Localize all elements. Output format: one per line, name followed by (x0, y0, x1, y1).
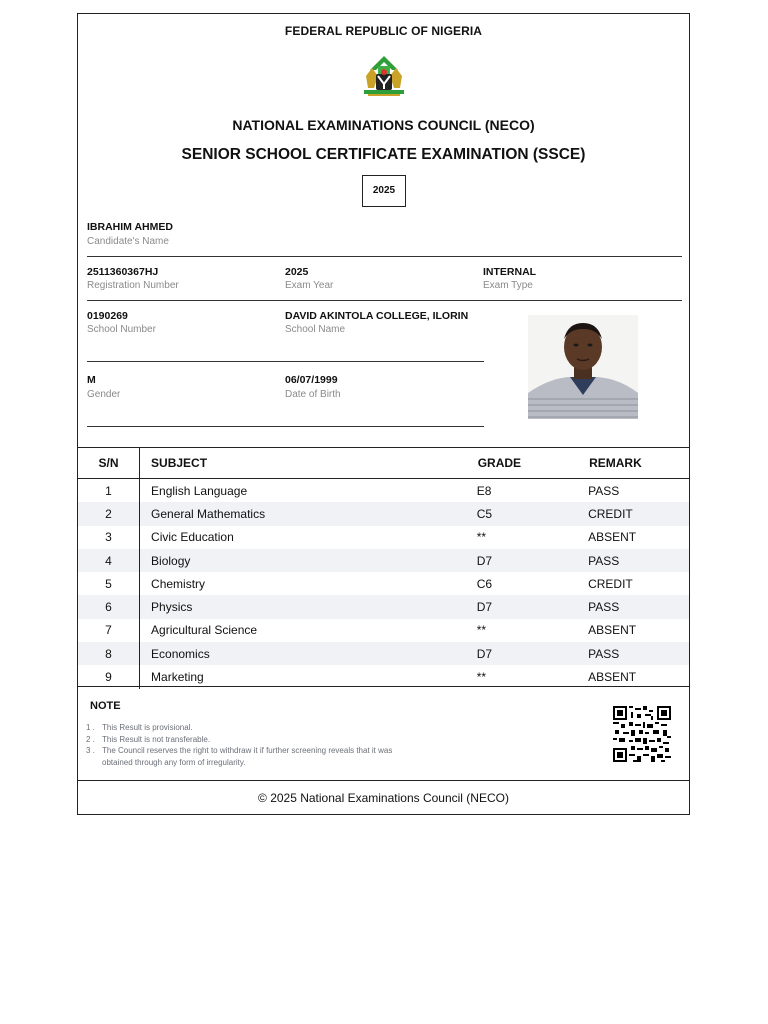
row-sn: 2 (78, 502, 140, 525)
copyright-footer: © 2025 National Examinations Council (NECO) (258, 791, 509, 805)
divider (87, 426, 484, 427)
col-header-subject: SUBJECT (140, 448, 477, 479)
footer-divider (78, 780, 689, 781)
row-sn: 7 (78, 619, 140, 642)
note-text: The Council reserves the right to withdraw it if further screening reveals that it was obtained through any form of irregularity. (102, 746, 393, 767)
council-name: NATIONAL EXAMINATIONS COUNCIL (NECO) (232, 117, 535, 133)
row-subject: Agricultural Science (151, 623, 258, 638)
note-list (86, 722, 402, 768)
note-number: 3 . (86, 746, 95, 755)
row-remark: ABSENT (588, 530, 637, 545)
note-item (86, 722, 402, 734)
result-sheet (77, 13, 690, 815)
row-subject: Biology (140, 549, 477, 572)
note-item (86, 745, 402, 768)
exam-year-label: Exam Year (285, 280, 334, 291)
divider (87, 361, 484, 362)
row-sn: 9 (78, 665, 140, 688)
row-sn: 8 (78, 642, 140, 665)
table-row (78, 595, 689, 618)
results-table (78, 447, 689, 689)
table-row (78, 479, 689, 503)
row-subject: General Mathematics (140, 502, 477, 525)
row-remark: CREDIT (588, 576, 633, 591)
divider (87, 300, 682, 301)
note-text: This Result is not transferable. (102, 734, 211, 744)
exam-year: 2025 (285, 266, 309, 278)
candidate-name: IBRAHIM AHMED (87, 221, 173, 233)
row-grade: C6 (476, 576, 493, 591)
divider (87, 256, 682, 257)
table-row (78, 619, 689, 642)
row-sn: 3 (78, 526, 140, 549)
country-title: FEDERAL REPUBLIC OF NIGERIA (284, 24, 483, 38)
row-grade: C5 (477, 502, 588, 525)
qr-code-icon (613, 706, 671, 762)
school-name-label: School Name (285, 324, 346, 335)
note-divider (78, 686, 689, 687)
col-header-remark: REMARK (588, 448, 689, 479)
year-box: 2025 (362, 175, 406, 207)
table-header-row (78, 448, 689, 479)
school-number: 0190269 (87, 310, 128, 322)
date-of-birth-label: Date of Birth (285, 389, 341, 400)
row-sn: 4 (78, 549, 140, 572)
school-name: DAVID AKINTOLA COLLEGE, ILORIN (285, 310, 469, 322)
row-grade: ** (476, 623, 487, 638)
gender-label: Gender (87, 389, 121, 400)
row-subject: Civic Education (151, 530, 234, 545)
school-number-label: School Number (87, 324, 156, 335)
row-grade: ** (476, 530, 487, 545)
table-row (78, 549, 689, 572)
row-remark: PASS (588, 483, 620, 498)
note-number: 1 . (86, 723, 95, 732)
exam-type: INTERNAL (483, 266, 537, 278)
row-subject: Economics (140, 642, 477, 665)
coat-of-arms-icon (358, 54, 410, 98)
row-remark: PASS (588, 642, 689, 665)
registration-number-label: Registration Number (87, 280, 179, 291)
row-remark: ABSENT (588, 623, 637, 638)
col-header-sn: S/N (78, 448, 140, 479)
table-row (78, 502, 689, 525)
col-header-grade: GRADE (477, 448, 588, 479)
row-grade: D7 (477, 549, 588, 572)
row-subject: Physics (140, 595, 477, 618)
row-sn: 5 (78, 572, 140, 595)
row-subject: Marketing (151, 670, 204, 685)
registration-number: 2511360367HJ (87, 266, 159, 278)
candidate-photo (528, 315, 638, 419)
table-row (78, 642, 689, 665)
row-sn: 1 (78, 479, 140, 503)
row-sn: 6 (78, 595, 140, 618)
candidate-name-label: Candidate's Name (87, 236, 169, 247)
row-subject: English Language (151, 483, 248, 498)
date-of-birth: 06/07/1999 (285, 374, 338, 386)
note-number: 2 . (86, 734, 95, 744)
row-grade: D7 (477, 642, 588, 665)
note-text: This Result is provisional. (102, 723, 193, 732)
row-grade: ** (476, 670, 487, 685)
gender: M (87, 374, 96, 386)
row-remark: PASS (588, 549, 689, 572)
note-item (86, 734, 402, 746)
exam-type-label: Exam Type (483, 280, 533, 291)
note-title: NOTE (90, 700, 121, 712)
table-row (78, 572, 689, 595)
exam-title: SENIOR SCHOOL CERTIFICATE EXAMINATION (SSCE) (181, 146, 586, 163)
table-row (78, 526, 689, 549)
row-remark: ABSENT (588, 670, 637, 685)
row-remark: PASS (588, 595, 689, 618)
row-grade: E8 (476, 483, 492, 498)
row-subject: Chemistry (151, 576, 206, 591)
row-grade: D7 (477, 595, 588, 618)
row-remark: CREDIT (588, 502, 689, 525)
